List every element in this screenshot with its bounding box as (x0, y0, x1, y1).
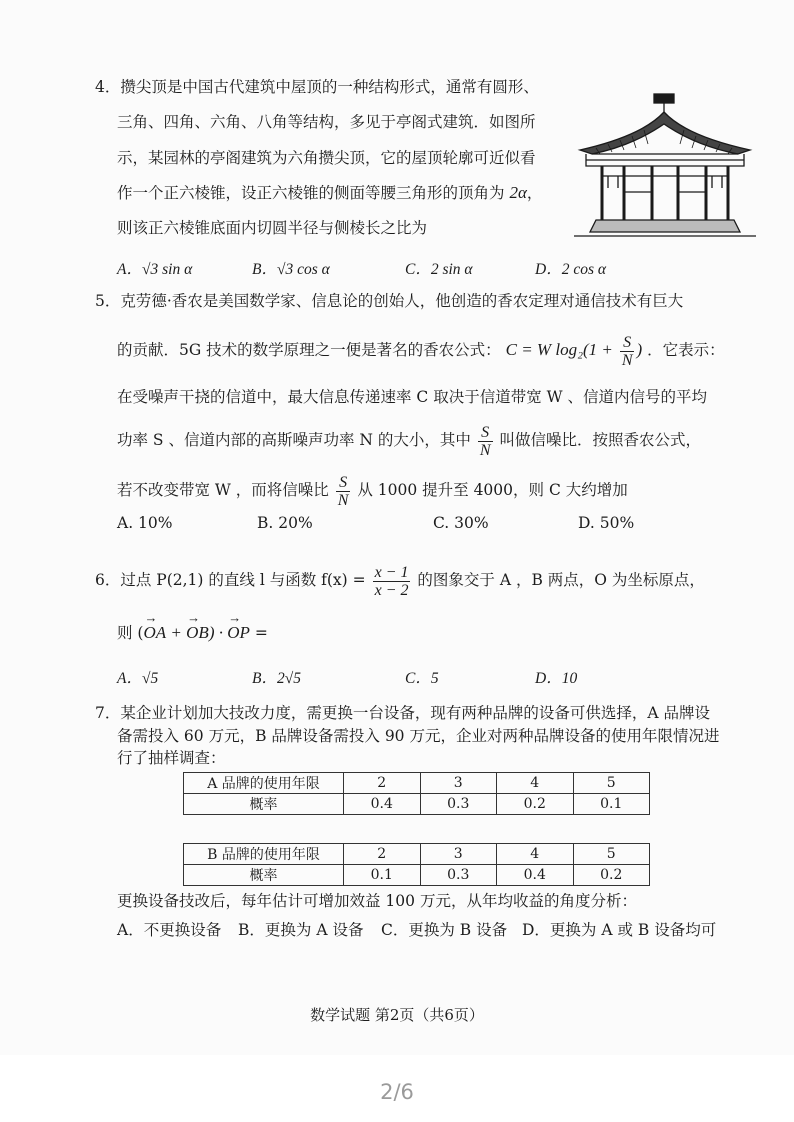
q6-line-1 (95, 564, 705, 599)
q5-line-2-pre: 的贡献．5G 技术的数学原理之一便是著名的香农公式： (117, 341, 501, 359)
snr-fraction-2 (336, 474, 351, 509)
fraction-numerator: S (478, 424, 493, 442)
brand-b-table (183, 843, 650, 886)
table-cell: 0.1 (344, 865, 421, 886)
q5-formula-fraction (620, 334, 635, 369)
fraction-numerator: x − 1 (374, 564, 409, 581)
q7-option-b: B．更换为 A 设备 (238, 921, 364, 939)
q5-line-4-pre: 功率 S 、信道内部的高斯噪声功率 N 的大小，其中 (117, 431, 471, 449)
q4-angle: 2α (509, 183, 527, 202)
fraction-numerator: S (620, 334, 635, 352)
fraction-numerator: S (336, 474, 351, 492)
fraction-denominator: x − 2 (374, 582, 409, 599)
table-cell: 0.3 (420, 865, 497, 886)
q6-line-1-post: 的图象交于 A ，B 两点，O 为坐标原点， (417, 571, 705, 589)
table-cell: 5 (573, 844, 650, 865)
table-cell: 0.3 (420, 794, 497, 815)
table-cell: 0.4 (344, 794, 421, 815)
table-row (184, 794, 650, 815)
table-cell: 4 (497, 773, 574, 794)
fraction-denominator: N (337, 492, 349, 509)
fraction-denominator: N (621, 352, 633, 369)
table-cell: 5 (573, 773, 650, 794)
q6-option-a: A．√5 (117, 670, 159, 687)
q5-line-2-post: ．它表示： (647, 341, 725, 359)
vector-oa: → OA (143, 622, 166, 644)
table-cell: A 品牌的使用年限 (184, 773, 344, 794)
q4-line-4: 作一个正六棱锥，设正六棱锥的侧面等腰三角形的顶角为 2α， (117, 183, 543, 202)
q7-option-d: D．更换为 A 或 B 设备均可 (522, 921, 717, 939)
q4-line-4-text: 作一个正六棱锥，设正六棱锥的侧面等腰三角形的顶角为 (117, 184, 505, 202)
plus-sign: + (166, 623, 187, 642)
q7-line-3: 行了抽样调查： (117, 749, 226, 767)
q5-option-d: D. 50% (578, 514, 635, 532)
table-cell: 0.1 (573, 794, 650, 815)
brand-a-table (183, 772, 650, 815)
pavilion-illustration (572, 92, 758, 240)
table-cell: 2 (344, 773, 421, 794)
q4-option-b: B．√3 cos α (252, 261, 330, 278)
table-cell: 概率 (184, 794, 344, 815)
q5-option-b: B. 20% (257, 514, 313, 532)
q7-option-a: A．不更换设备 (117, 921, 222, 939)
snr-fraction (478, 424, 493, 459)
q5-option-c: C. 30% (433, 514, 489, 532)
page-indicator: 2/6 (380, 1080, 414, 1104)
q5-line-2: 的贡献．5G 技术的数学原理之一便是著名的香农公式： C = W log₂(1 + $\frac{S}{N}$ ) ．它表示： (117, 334, 725, 369)
table-row (184, 865, 650, 886)
vector-ob: → OB (186, 622, 209, 644)
table-cell: B 品牌的使用年限 (184, 844, 344, 865)
q6-line-2-pre: 则 ( (117, 624, 144, 642)
page-footer: 数学试题 第2页（共6页） (310, 1006, 484, 1024)
q6-option-d: D．10 (535, 670, 578, 687)
table-cell: 3 (420, 773, 497, 794)
q4-line-5: 则该正六棱锥底面内切圆半径与侧棱长之比为 (117, 219, 428, 237)
q6-function-fraction (373, 564, 411, 599)
table-cell: 3 (420, 844, 497, 865)
q5-line-4 (117, 424, 701, 459)
q7-option-c: C．更换为 B 设备 (381, 921, 508, 939)
q6-line-2-post: = (249, 624, 268, 642)
vector-op: → OP (227, 622, 250, 644)
q7-line-4: 更换设备技改后，每年估计可增加效益 100 万元，从年均收益的角度分析： (117, 892, 637, 910)
q5-line-5 (117, 474, 628, 509)
q5-option-a: A. 10% (117, 514, 173, 532)
q4-option-a: A．√3 sin α (117, 261, 193, 278)
q7-line-2: 备需投入 60 万元，B 品牌设备需投入 90 万元，企业对两种品牌设备的使用年限情况进 (117, 727, 720, 745)
fraction-denominator: N (479, 442, 491, 459)
table-header-row (184, 844, 650, 865)
q6-line-2 (117, 622, 268, 644)
table-cell: 4 (497, 844, 574, 865)
q5-line-5-post: 从 1000 提升至 4000，则 C 大约增加 (357, 481, 628, 499)
table-cell: 0.2 (497, 794, 574, 815)
q4-line-2: 三角、四角、六角、八角等结构，多见于亭阁式建筑．如图所 (117, 113, 536, 131)
q5-line-1: 5．克劳德·香农是美国数学家、信息论的创始人，他创造的香农定理对通信技术有巨大 (95, 292, 684, 310)
q4-line-3: 示，某园林的亭阁建筑为六角攒尖顶，它的屋顶轮廓可近似看 (117, 149, 536, 167)
q6-line-1-pre: 6．过点 P(2,1) 的直线 l 与函数 f(x) = (95, 571, 366, 589)
q4-option-c: C．2 sin α (405, 261, 473, 278)
table-cell: 0.4 (497, 865, 574, 886)
q5-line-5-pre: 若不改变带宽 W ，而将信噪比 (117, 481, 329, 499)
q6-option-c: C．5 (405, 670, 439, 687)
q4-line-1: 4．攒尖顶是中国古代建筑中屋顶的一种结构形式，通常有圆形、 (95, 78, 539, 96)
q6-option-b: B．2√5 (252, 670, 301, 687)
q5-formula: C = W log₂(1 + (505, 340, 613, 359)
dot-product-sign: ) · (208, 623, 228, 642)
q4-option-d: D．2 cos α (535, 261, 606, 278)
table-cell: 2 (344, 844, 421, 865)
table-cell: 概率 (184, 865, 344, 886)
table-cell: 0.2 (573, 865, 650, 886)
q5-line-4-post: 叫做信噪比．按照香农公式， (499, 431, 701, 449)
q7-line-1: 7．某企业计划加大技改力度，需更换一台设备，现有两种品牌的设备可供选择，A 品牌设 (95, 704, 710, 722)
table-header-row (184, 773, 650, 794)
q5-line-3: 在受噪声干挠的信道中，最大信息传递速率 C 取决于信道带宽 W 、信道内信号的平均 (117, 388, 708, 406)
